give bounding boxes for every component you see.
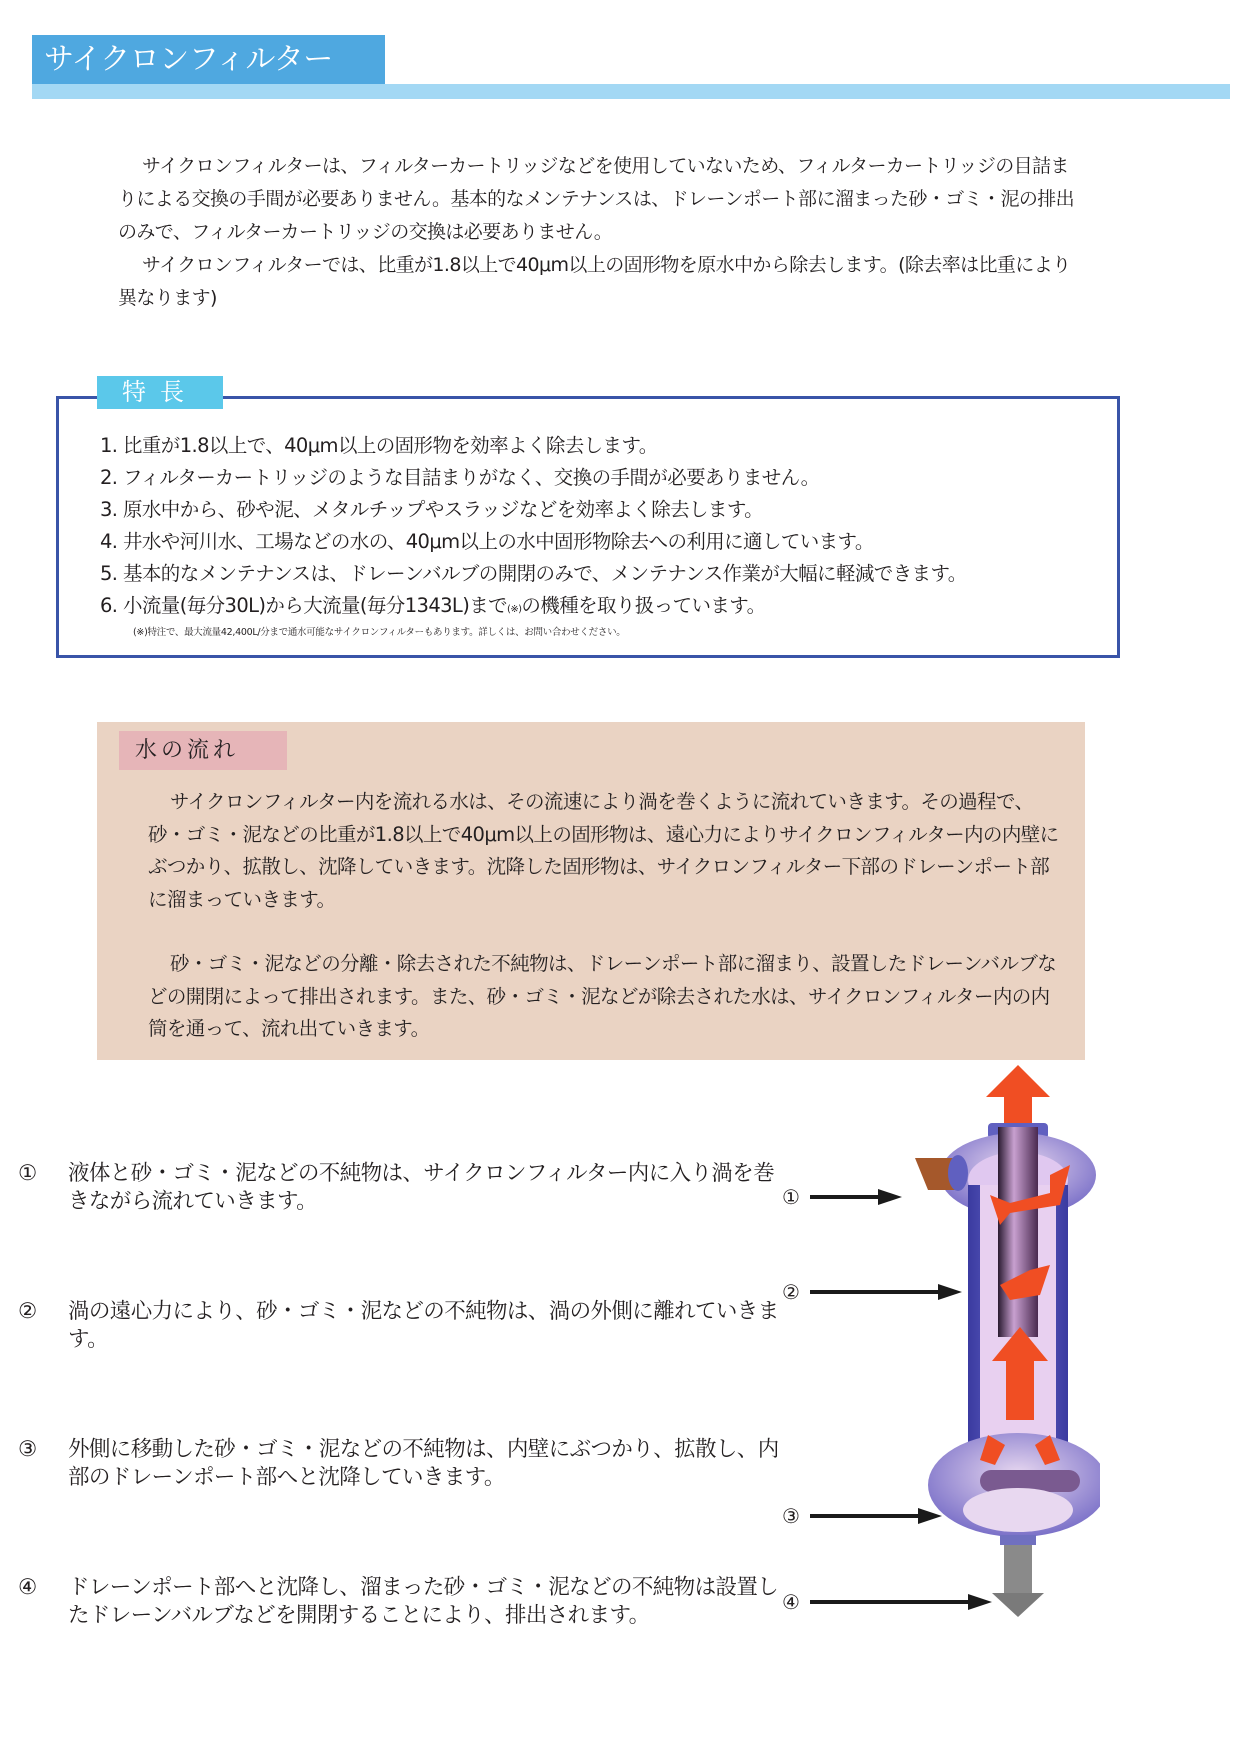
feature-item: 2. フィルターカートリッジのような目詰まりがなく、交換の手間が必要ありません。 xyxy=(100,466,820,489)
intro-text xyxy=(118,150,1078,315)
features-label: 特長 xyxy=(97,376,223,409)
cyclone-filter-diagram xyxy=(900,1065,1100,1635)
page-title: サイクロンフィルター xyxy=(44,42,333,77)
step-text: ドレーンポート部へと沈降し、溜まった砂・ゴミ・泥などの不純物は設置したドレーンバルブなどを開閉することにより、排出されます。 xyxy=(68,1575,779,1628)
callout-number: ② xyxy=(782,1280,800,1304)
step-text: 外側に移動した砂・ゴミ・泥などの不純物は、内壁にぶつかり、拡散し、内部のドレーンポート部へと沈降していきます。 xyxy=(68,1437,779,1490)
intro-paragraph: サイクロンフィルターでは、比重が1.8以上で40μm以上の固形物を原水中から除去します。(除去率は比重により異なります) xyxy=(118,254,1071,309)
arrow-right-icon xyxy=(878,1189,902,1205)
step-2 xyxy=(18,1298,778,1358)
callout-number: ① xyxy=(782,1185,800,1209)
step-1 xyxy=(18,1160,778,1220)
cyclone-filter-illustration xyxy=(900,1065,1100,1635)
step-number: ① xyxy=(18,1161,37,1186)
feature-item-6-tail: の機種を取り扱っています。 xyxy=(521,594,766,617)
flow-paragraph: サイクロンフィルター内を流れる水は、その流速により渦を巻くように流れていきます。その過程で、砂・ゴミ・泥などの比重が1.8以上で40μm以上の固形物は、遠心力によりサイクロンフィルター内の内壁にぶつかり、拡散し、沈降していきます。沈降した固形物は、サイクロンフィルター下部のドレーンポート部に溜まっていきます。 xyxy=(148,790,1059,911)
feature-item-6-main: 6. 小流量(毎分30L)から大流量(毎分1343L)まで xyxy=(100,594,508,617)
callout-arrow-line xyxy=(810,1195,880,1199)
features-footnote: (※)特注で、最大流量42,400L/分まで通水可能なサイクロンフィルターもあります。詳しくは、お問い合わせください。 xyxy=(133,627,626,638)
step-number: ② xyxy=(18,1299,37,1324)
outlet-arrow-icon xyxy=(986,1065,1050,1127)
step-4 xyxy=(18,1574,778,1634)
callout-number: ③ xyxy=(782,1504,800,1528)
step-number: ③ xyxy=(18,1437,37,1462)
drain-arrow-icon xyxy=(992,1593,1044,1617)
title-underline xyxy=(32,84,1230,99)
step-number: ④ xyxy=(18,1575,37,1600)
intro-paragraph: サイクロンフィルターは、フィルターカートリッジなどを使用していないため、フィルターカートリッジの目詰まりによる交換の手間が必要ありません。基本的なメンテナンスは、ドレーンポート部に溜まった砂・ゴミ・泥の排出のみで、フィルターカートリッジの交換は必要ありません。 xyxy=(118,155,1075,243)
feature-item: 4. 井水や河川水、工場などの水の、40μm以上の水中固形物除去への利用に適しています。 xyxy=(100,530,874,553)
step-3 xyxy=(18,1436,778,1496)
feature-item: 3. 原水中から、砂や泥、メタルチップやスラッジなどを効率よく除去します。 xyxy=(100,498,764,521)
water-flow-label: 水の流れ xyxy=(119,731,287,770)
feature-item: 5. 基本的なメンテナンスは、ドレーンバルブの開閉のみで、メンテナンス作業が大幅に軽減できます。 xyxy=(100,562,967,585)
callout-number: ④ xyxy=(782,1590,800,1614)
water-flow-text xyxy=(148,786,1068,1078)
feature-item: 1. 比重が1.8以上で、40μm以上の固形物を効率よく除去します。 xyxy=(100,434,658,457)
flow-paragraph: 砂・ゴミ・泥などの分離・除去された不純物は、ドレーンポート部に溜まり、設置したドレーンバルブなどの開閉によって排出されます。また、砂・ゴミ・泥などが除去された水は、サイクロンフィルター内の内筒を通って、流れ出ていきます。 xyxy=(148,952,1057,1040)
step-text: 液体と砂・ゴミ・泥などの不純物は、サイクロンフィルター内に入り渦を巻きながら流れていきます。 xyxy=(68,1161,775,1214)
step-text: 渦の遠心力により、砂・ゴミ・泥などの不純物は、渦の外側に離れていきます。 xyxy=(68,1299,779,1352)
feature-item xyxy=(100,590,1110,626)
features-list xyxy=(100,430,1110,626)
footnote-mark: (※) xyxy=(507,604,522,615)
